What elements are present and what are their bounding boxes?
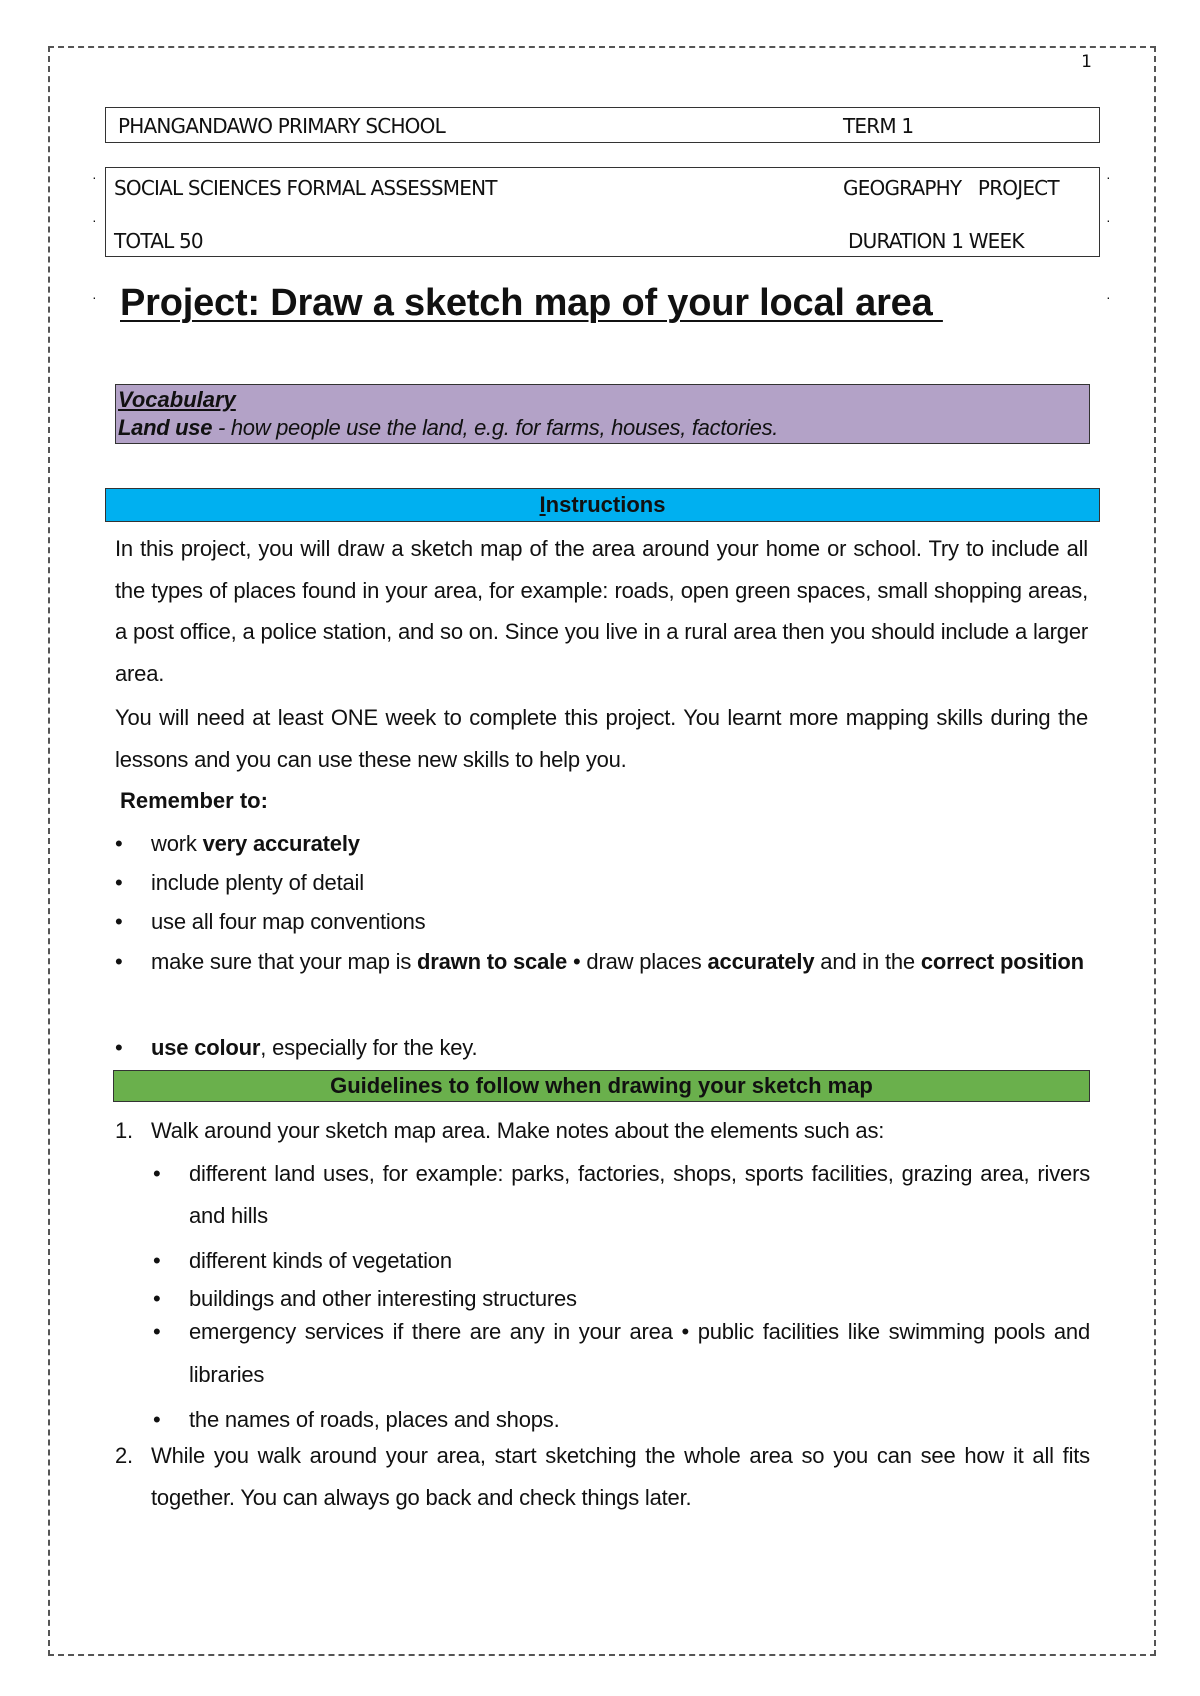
bullet-icon: • [115, 831, 123, 856]
margin-dot: · [92, 169, 97, 185]
bullet-icon: • [153, 1286, 161, 1311]
bullet-icon: • [153, 1248, 161, 1273]
list-item: • use colour, especially for the key. [115, 1027, 1090, 1068]
margin-dot: · [92, 212, 97, 228]
duration-label: DURATION 1 WEEK [848, 229, 1024, 253]
instructions-paragraph-2: You will need at least ONE week to complete this project. You learnt more mapping skills during the lessons and you can use these new skills to help you. [115, 705, 1088, 772]
school-name: PHANGANDAWO PRIMARY SCHOOL [118, 114, 445, 138]
margin-dot: · [92, 289, 97, 305]
list-item: • buildings and other interesting structures [153, 1278, 1090, 1319]
term-label: TERM 1 [843, 114, 914, 138]
item-number: 1. [115, 1118, 133, 1143]
vocabulary-definition: - how people use the land, e.g. for farms, houses, factories. [212, 415, 779, 440]
bullet-icon: • [153, 1319, 161, 1344]
vocabulary-box [115, 384, 1090, 444]
item-number: 2. [115, 1443, 133, 1468]
remember-heading: Remember to: [120, 788, 268, 813]
list-item: • include plenty of detail [115, 862, 1090, 903]
bullet-icon: • [115, 949, 123, 974]
bullet-icon: • [115, 870, 123, 895]
bullet-icon: • [153, 1161, 161, 1186]
list-item: • work very accurately [115, 823, 1090, 864]
margin-dot: · [1106, 289, 1111, 305]
page-number: 1 [1081, 52, 1092, 72]
school-header-box [105, 107, 1100, 143]
vocabulary-heading: Vocabulary [118, 387, 236, 412]
assessment-label: SOCIAL SCIENCES FORMAL ASSESSMENT [114, 176, 497, 200]
list-item: • different kinds of vegetation [153, 1240, 1090, 1281]
numbered-item-1: 1. Walk around your sketch map area. Make notes about the elements such as: [115, 1110, 1090, 1152]
instructions-heading-rest: nstructions [545, 492, 666, 517]
numbered-item-2: 2. While you walk around your area, start sketching the whole area so you can see how it all fits together. You can always go back and check things later. [115, 1435, 1090, 1519]
instructions-heading-initial: I [539, 492, 546, 517]
margin-dot: · [1106, 212, 1111, 228]
list-item: • use all four map conventions [115, 901, 1090, 942]
bullet-icon: • [153, 1407, 161, 1432]
guidelines-heading: Guidelines to follow when drawing your sketch map [113, 1070, 1090, 1102]
bullet-icon: • [115, 909, 123, 934]
vocabulary-term: Land use [118, 415, 213, 440]
assessment-header-box [105, 167, 1100, 257]
instructions-heading [105, 488, 1100, 522]
subject-label: GEOGRAPHY PROJECT [843, 176, 1059, 200]
margin-dot: · [1106, 169, 1111, 185]
list-item: • different land uses, for example: parks, factories, shops, sports facilities, grazing area, rivers and hills [153, 1153, 1090, 1237]
bullet-icon: • [115, 1035, 123, 1060]
list-item: • the names of roads, places and shops. [153, 1399, 1090, 1440]
instructions-paragraph-1: In this project, you will draw a sketch map of the area around your home or school. Try to include all the types of places found in your area, for example: roads, open green spaces, small shopping areas, a post office, a police station, and so on. Since you live in a rural area then you should include a larger area. [115, 536, 1088, 686]
total-label: TOTAL 50 [114, 229, 203, 253]
page-title: Project: Draw a sketch map of your local area [120, 282, 943, 324]
list-item: • make sure that your map is drawn to scale • draw places accurately and in the correct position [115, 941, 1090, 982]
list-item: • emergency services if there are any in your area • public facilities like swimming pools and libraries [153, 1310, 1090, 1396]
vocabulary-entry [118, 414, 1087, 442]
